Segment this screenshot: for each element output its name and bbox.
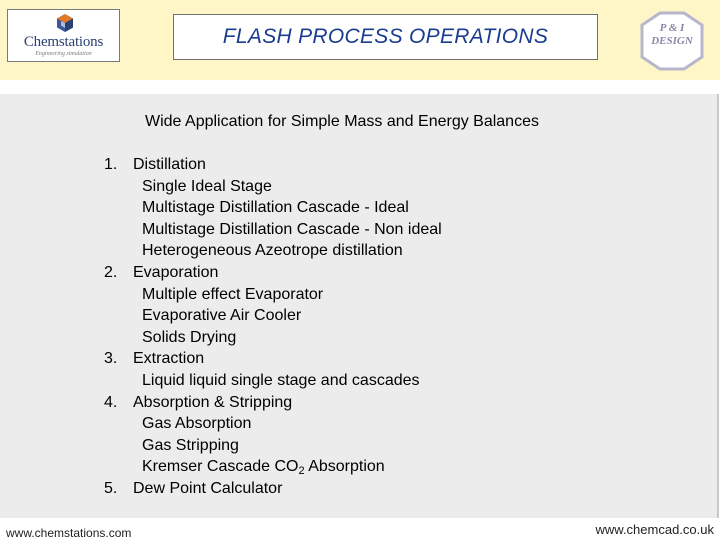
list-subitem: Gas Stripping xyxy=(142,436,239,454)
list-subitem: Heterogeneous Azeotrope distillation xyxy=(142,242,403,260)
list-item-number: 1. xyxy=(104,156,118,173)
list-item-label: Extraction xyxy=(133,350,205,368)
footer-link-chemcad[interactable]: www.chemcad.co.uk xyxy=(595,522,714,537)
list-item xyxy=(104,348,442,370)
list-item xyxy=(104,392,442,414)
badge-line-1: P & I xyxy=(659,22,685,34)
list-item-number: 3. xyxy=(104,350,118,368)
chemstations-logo-mark-icon xyxy=(56,13,74,33)
logo-wordmark: Chemstations xyxy=(23,34,104,50)
slide-title-box xyxy=(173,14,598,60)
list-subitem-kremser xyxy=(104,456,442,478)
list-item-label: Dew Point Calculator xyxy=(133,479,283,497)
list-subitem: Liquid liquid single stage and cascades xyxy=(142,371,420,389)
list-subitem: Solids Drying xyxy=(142,328,237,346)
list-item-number: 4. xyxy=(104,393,118,411)
list-item-number: 5. xyxy=(104,479,118,497)
list-subitem: Multistage Distillation Cascade - Non ideal xyxy=(142,220,442,238)
list-item-label: Absorption & Stripping xyxy=(133,393,293,411)
list-item-number: 2. xyxy=(104,263,118,281)
list-subitem: Gas Absorption xyxy=(142,415,252,433)
header-band xyxy=(0,0,720,80)
list-item xyxy=(104,478,442,500)
list-subitem: Evaporative Air Cooler xyxy=(142,307,302,325)
slide-title: FLASH PROCESS OPERATIONS xyxy=(222,25,549,48)
footer-link-chemstations[interactable]: www.chemstations.com xyxy=(6,526,132,540)
logo-tagline: Engineering simulation xyxy=(35,51,92,57)
badge-line-2: DESIGN xyxy=(651,35,693,47)
chemstations-logo[interactable] xyxy=(7,9,120,62)
kremser-text: Kremser Cascade CO xyxy=(142,458,299,476)
slide-subtitle: Wide Application for Simple Mass and Energy Balances xyxy=(145,113,539,130)
list-subitem: Multiple effect Evaporator xyxy=(142,285,324,303)
p-and-i-design-badge-text xyxy=(636,22,708,48)
list-item-label: Evaporation xyxy=(133,263,219,281)
co2-subscript: 2 xyxy=(298,465,305,478)
list-item xyxy=(104,154,442,176)
operations-list xyxy=(104,154,442,500)
list-item-label: Distillation xyxy=(133,156,206,173)
kremser-text-suffix: Absorption xyxy=(304,458,385,476)
list-item xyxy=(104,262,442,284)
list-subitem: Single Ideal Stage xyxy=(142,177,272,195)
list-subitem: Multistage Distillation Cascade - Ideal xyxy=(142,199,409,217)
